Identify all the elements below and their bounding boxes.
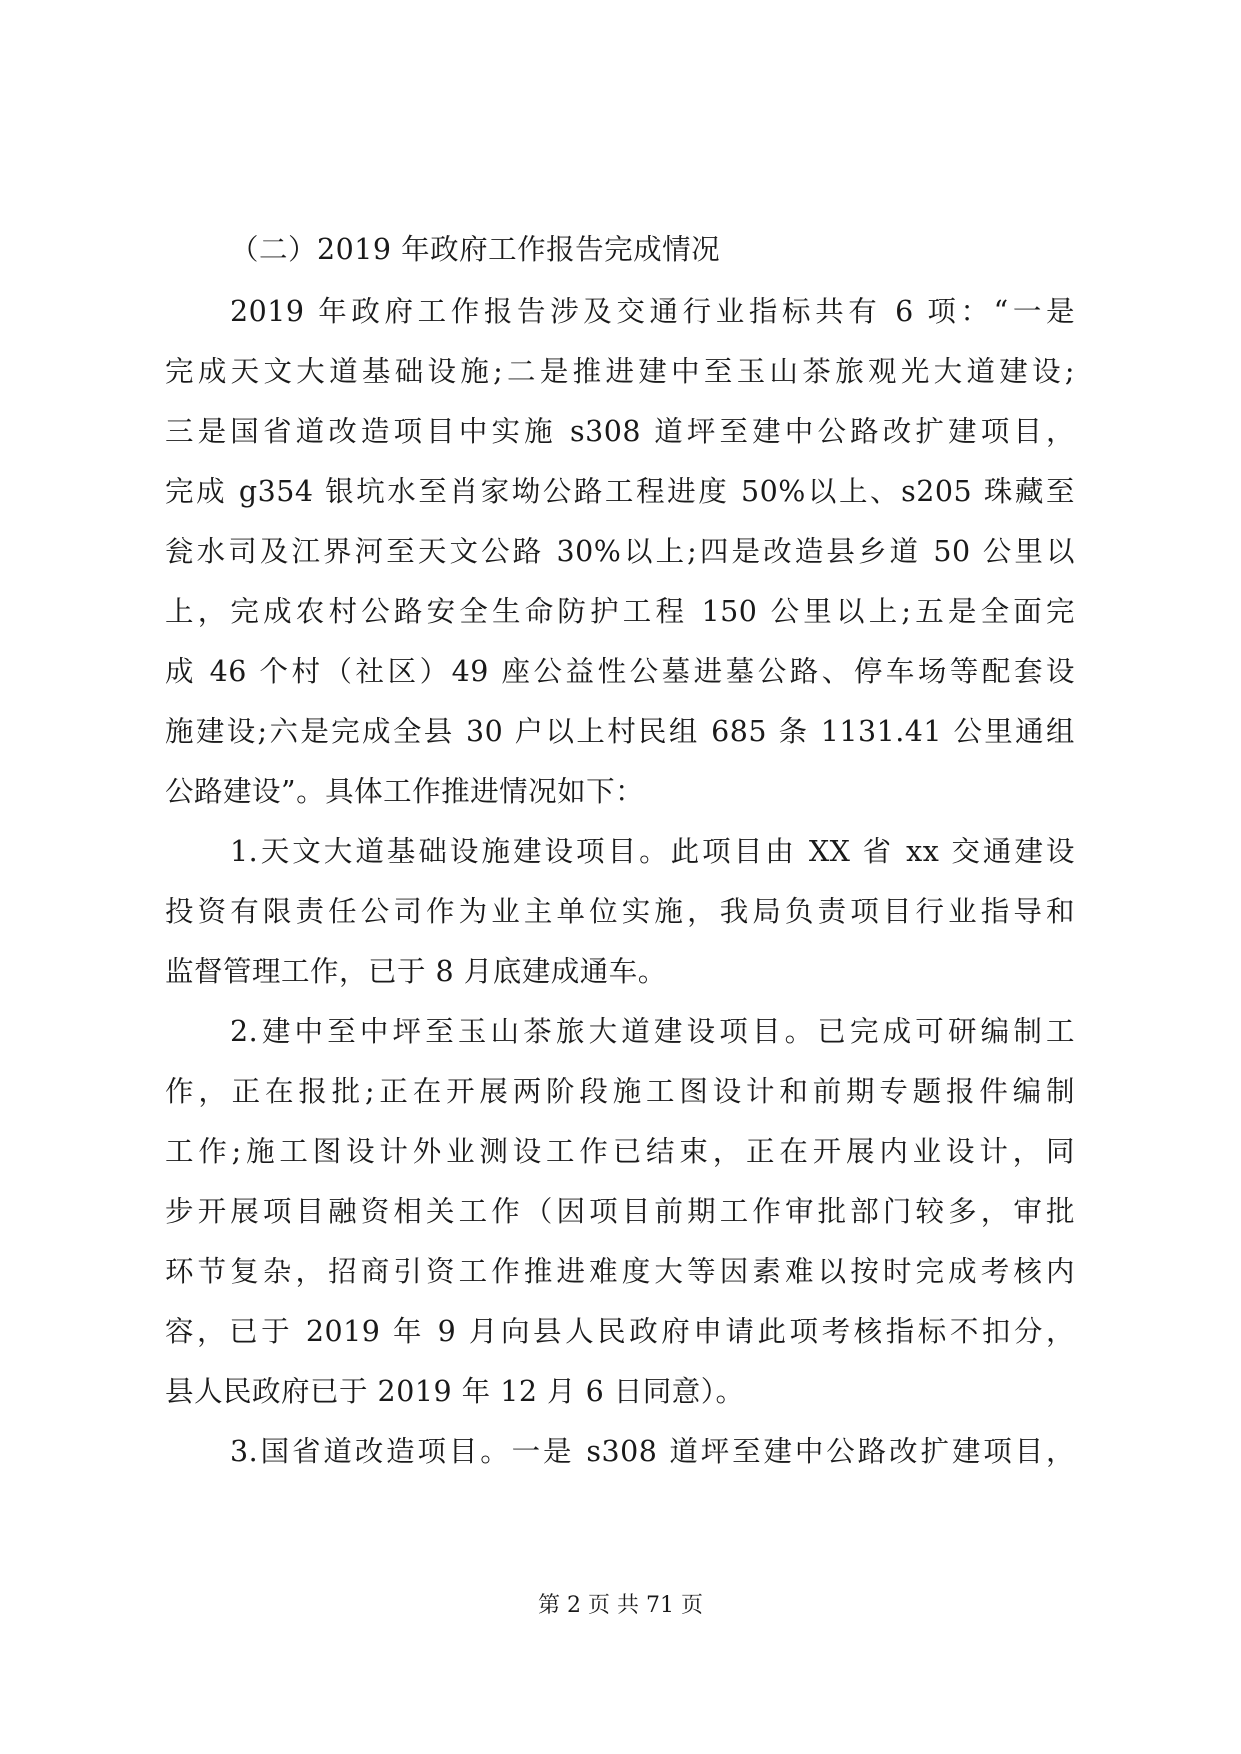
paragraph-line: 作，正在报批;正在开展两阶段施工图设计和前期专题报件编制 (165, 1075, 1075, 1108)
paragraph-line: 完成 g354 银坑水至肖家坳公路工程进度 50%以上、s205 珠藏至 (165, 475, 1075, 508)
paragraph-line: 瓮水司及江界河至天文公路 30%以上;四是改造县乡道 50 公里以 (165, 535, 1075, 568)
paragraph-line: 环节复杂，招商引资工作推进难度大等因素难以按时完成考核内 (165, 1255, 1075, 1288)
paragraph-line: 投资有限责任公司作为业主单位实施，我局负责项目行业指导和 (165, 895, 1075, 928)
paragraph-line: 监督管理工作，已于 8 月底建成通车。 (165, 955, 667, 988)
paragraph-line: 步开展项目融资相关工作（因项目前期工作审批部门较多，审批 (165, 1195, 1075, 1228)
paragraph-line: 县人民政府已于 2019 年 12 月 6 日同意）。 (165, 1375, 745, 1408)
paragraph-line: 2019 年政府工作报告涉及交通行业指标共有 6 项：“一是 (230, 295, 1075, 328)
paragraph-line: 公路建设”。具体工作推进情况如下： (165, 775, 645, 808)
paragraph-line: 工作;施工图设计外业测设工作已结束，正在开展内业设计，同 (165, 1135, 1075, 1168)
paragraph-line: 1.天文大道基础设施建设项目。此项目由 XX 省 xx 交通建设 (230, 835, 1075, 868)
paragraph-line: 2.建中至中坪至玉山茶旅大道建设项目。已完成可研编制工 (230, 1015, 1075, 1048)
paragraph-line: 施建设;六是完成全县 30 户以上村民组 685 条 1131.41 公里通组 (165, 715, 1075, 748)
paragraph-line: 3.国省道改造项目。一是 s308 道坪至建中公路改扩建项目， (230, 1435, 1075, 1468)
paragraph-line: 上，完成农村公路安全生命防护工程 150 公里以上;五是全面完 (165, 595, 1075, 628)
section-heading: （二）2019 年政府工作报告完成情况 (230, 233, 721, 266)
paragraph-line: 成 46 个村（社区）49 座公益性公墓进墓公路、停车场等配套设 (165, 655, 1075, 688)
paragraph-line: 完成天文大道基础设施;二是推进建中至玉山茶旅观光大道建设; (165, 355, 1075, 388)
paragraph-line: 三是国省道改造项目中实施 s308 道坪至建中公路改扩建项目， (165, 415, 1075, 448)
paragraph-line: 容，已于 2019 年 9 月向县人民政府申请此项考核指标不扣分， (165, 1315, 1075, 1348)
page-footer: 第 2 页 共 71 页 (538, 1593, 703, 1618)
